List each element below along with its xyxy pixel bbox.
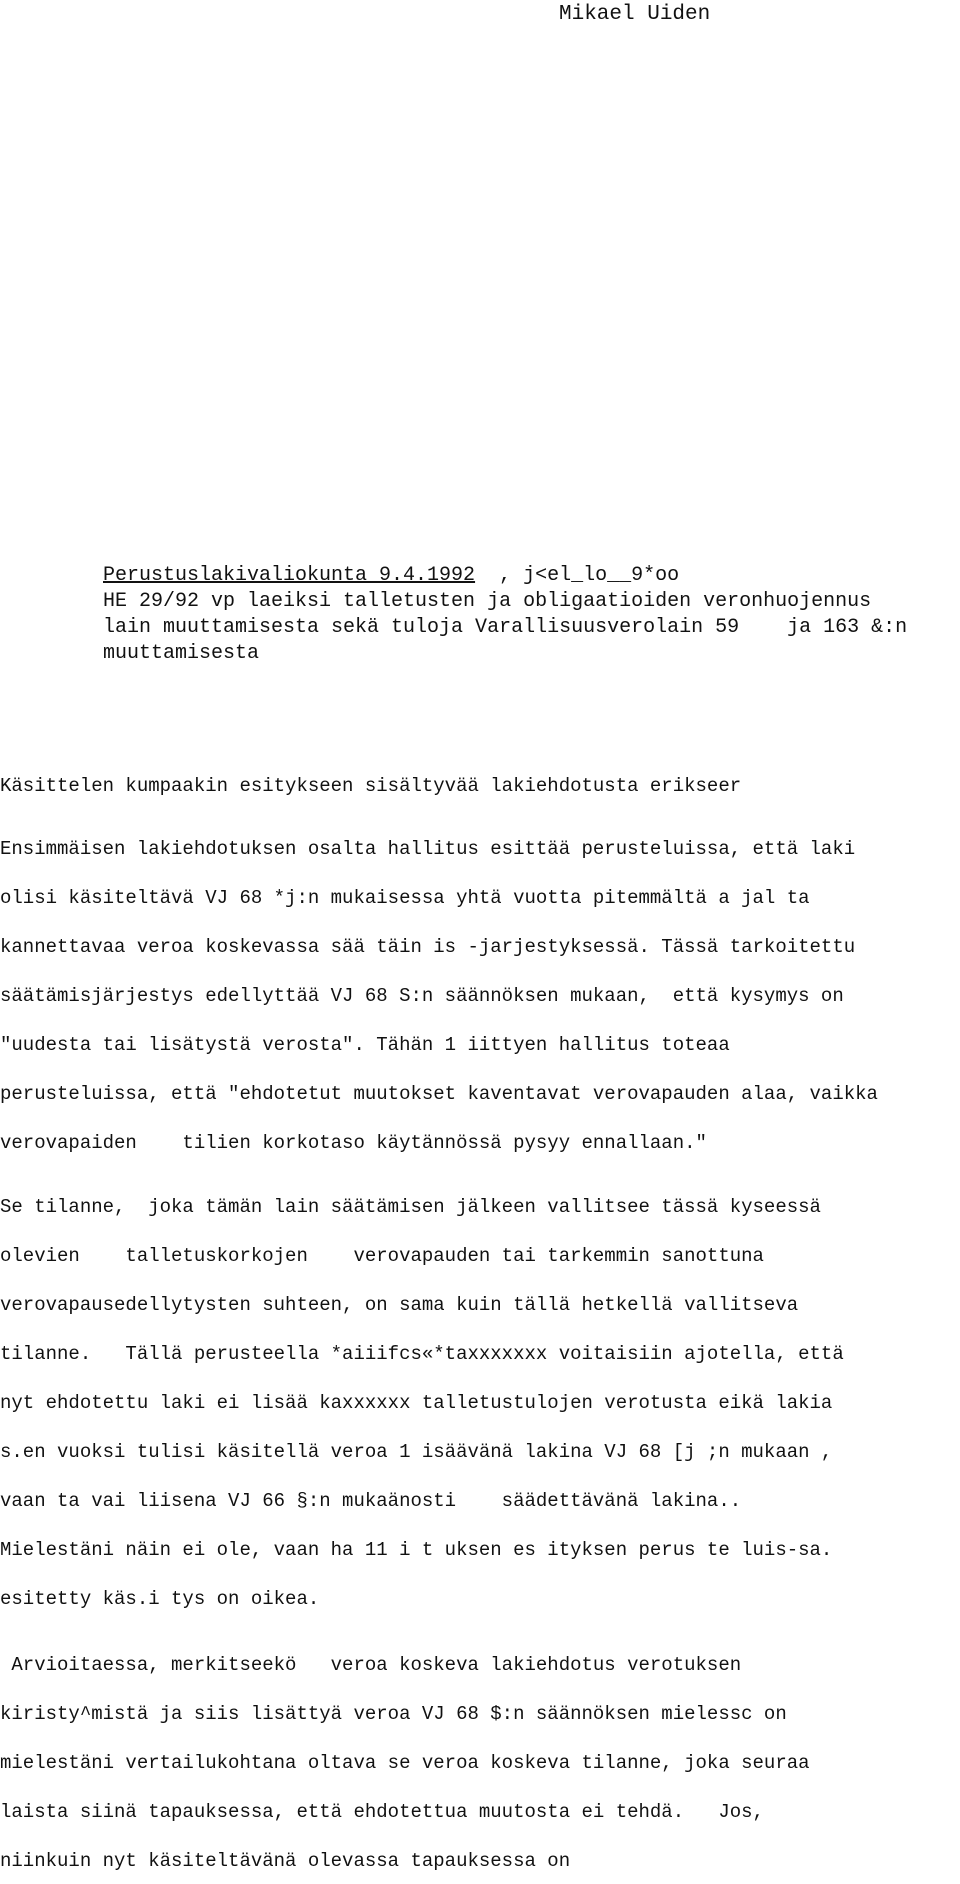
committee-date: Perustuslakivaliokunta 9.4.1992	[103, 564, 476, 587]
paragraph-2-line: olevien talletuskorkojen verovapauden tai tarkemmin sanottuna	[0, 1245, 764, 1267]
subject-line: HE 29/92 vp laeiksi talletusten ja obligaatioiden veronhuojennus	[103, 590, 872, 613]
paragraph-2-line: tilanne. Tällä perusteella *aiiifcs«*taxxxxxxx voitaisiin ajotella, että	[0, 1343, 844, 1365]
paragraph-1-line: kannettavaa veroa koskevassa sää täin is -jarjestyksessä. Tässä tarkoitettu	[0, 936, 856, 958]
paragraph-1-line: säätämisjärjestys edellyttää VJ 68 S:n säännöksen mukaan, että kysymys on	[0, 985, 844, 1007]
paragraph-2-line: s.en vuoksi tulisi käsitellä veroa 1 isäävänä lakina VJ 68 [j ;n mukaan ,	[0, 1441, 833, 1463]
paragraph-1-line: perusteluissa, että "ehdotetut muutokset kaventavat verovapauden alaa, vaikka	[0, 1083, 878, 1105]
paragraph-3-line: Arvioitaessa, merkitseekö veroa koskeva lakiehdotus verotuksen	[0, 1654, 742, 1676]
subject-line: muuttamisesta	[103, 642, 260, 665]
subject-line: lain muuttamisesta sekä tuloja Varallisuusverolain 59 ja 163 &:n	[103, 616, 908, 639]
author-name: Mikael Uiden	[559, 3, 711, 26]
paragraph-3-line: mielestäni vertailukohtana oltava se veroa koskeva tilanne, joka seuraa	[0, 1752, 810, 1774]
paragraph-1-line: olisi käsiteltävä VJ 68 *j:n mukaisessa yhtä vuotta pitemmältä a jal ta	[0, 887, 810, 909]
reference-code: , j<el_lo__9*oo	[475, 564, 680, 587]
paragraph-3-line: laista siinä tapauksessa, että ehdotettua muutosta ei tehdä. Jos,	[0, 1801, 764, 1823]
date-line	[103, 563, 679, 589]
paragraph-2-line: verovapausedellytysten suhteen, on sama kuin tällä hetkellä vallitseva	[0, 1294, 799, 1316]
paragraph-2-line: Se tilanne, joka tämän lain säätämisen jälkeen vallitsee tässä kyseessä	[0, 1196, 821, 1218]
paragraph-1-line: "uudesta tai lisätystä verosta". Tähän 1 iittyen hallitus toteaa	[0, 1034, 730, 1056]
paragraph-2-line: esitetty käs.i tys on oikea.	[0, 1588, 320, 1610]
paragraph-3-line: niinkuin nyt käsiteltävänä olevassa tapauksessa on	[0, 1850, 571, 1872]
paragraph-1-line: Ensimmäisen lakiehdotuksen osalta hallitus esittää perusteluissa, että laki	[0, 838, 856, 860]
paragraph-2-line: vaan ta vai liisena VJ 66 §:n mukaänosti säädettävänä lakina..	[0, 1490, 742, 1512]
paragraph-3-line: kiristy^mistä ja siis lisättyä veroa VJ 68 $:n säännöksen mielessc on	[0, 1703, 787, 1725]
paragraph-2-line: Mielestäni näin ei ole, vaan ha 11 i t uksen es ityksen perus te luis-sa.	[0, 1539, 833, 1561]
paragraph-1-line: verovapaiden tilien korkotaso käytännössä pysyy ennallaan."	[0, 1132, 707, 1154]
intro-sentence: Käsittelen kumpaakin esitykseen sisältyvää lakiehdotusta erikseer	[0, 775, 742, 797]
paragraph-2-line: nyt ehdotettu laki ei lisää kaxxxxxx talletustulojen verotusta eikä lakia	[0, 1392, 833, 1414]
